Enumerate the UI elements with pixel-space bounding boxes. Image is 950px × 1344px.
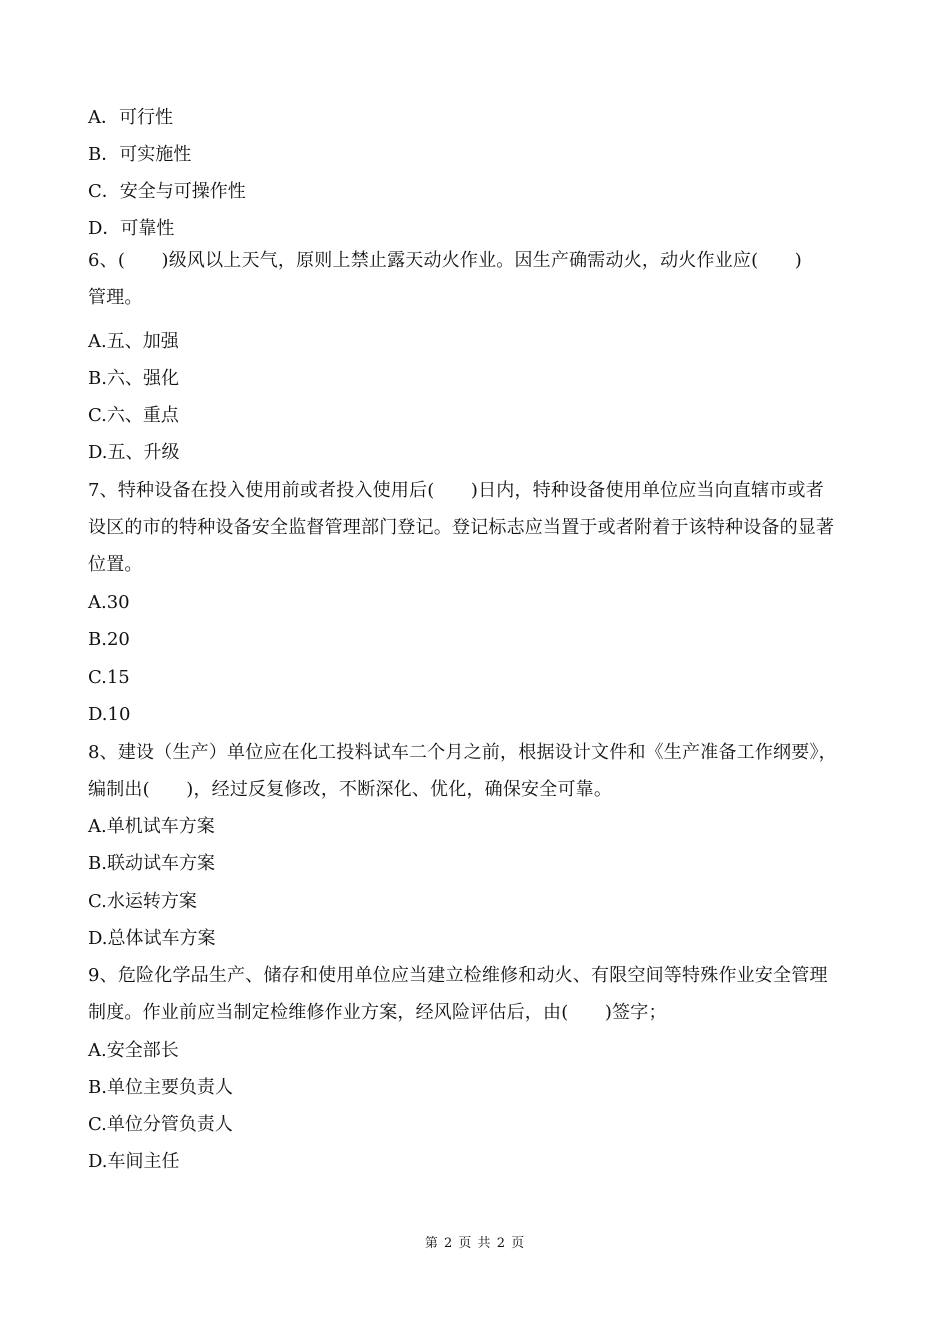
q8-option-d: D.总体试车方案 — [88, 928, 216, 949]
q6-stem-line-1: 6、( )级风以上天气，原则上禁止露天动火作业。因生产确需动火，动火作业应( ) — [88, 250, 802, 271]
q8-stem-line-2: 编制出( )，经过反复修改，不断深化、优化，确保安全可靠。 — [88, 779, 613, 800]
q9-stem-line-2: 制度。作业前应当制定检维修作业方案，经风险评估后，由( )签字； — [88, 1002, 667, 1023]
q8-option-b: B.联动试车方案 — [88, 853, 215, 874]
page-footer: 第 2 页 共 2 页 — [424, 1236, 526, 1251]
q8-option-a: A.单机试车方案 — [88, 816, 215, 837]
q5-option-a: A．可行性 — [88, 107, 173, 128]
q7-stem-line-3: 位置。 — [88, 554, 143, 575]
q6-option-a: A.五、加强 — [88, 331, 179, 352]
q9-option-c: C.单位分管负责人 — [88, 1114, 233, 1135]
q9-option-b: B.单位主要负责人 — [88, 1077, 233, 1098]
q6-stem-line-2: 管理。 — [88, 287, 143, 308]
q7-option-c: C.15 — [88, 667, 130, 688]
q8-stem-line-1: 8、建设（生产）单位应在化工投料试车二个月之前，根据设计文件和《生产准备工作纲要》， — [88, 742, 837, 763]
q5-option-c: C．安全与可操作性 — [88, 181, 246, 202]
q9-stem-line-1: 9、危险化学品生产、储存和使用单位应当建立检维修和动火、有限空间等特殊作业安全管理 — [88, 965, 828, 986]
q8-option-c: C.水运转方案 — [88, 891, 197, 912]
q5-option-d: D．可靠性 — [88, 218, 175, 239]
q5-option-b: B．可实施性 — [88, 144, 192, 165]
q7-option-b: B.20 — [88, 629, 130, 650]
q9-option-d: D.车间主任 — [88, 1151, 180, 1172]
q7-option-d: D.10 — [88, 704, 131, 725]
q9-option-a: A.安全部长 — [88, 1040, 179, 1061]
q7-stem-line-1: 7、特种设备在投入使用前或者投入使用后( )日内，特种设备使用单位应当向直辖市或者 — [88, 480, 824, 501]
q7-stem-line-2: 设区的市的特种设备安全监督管理部门登记。登记标志应当置于或者附着于该特种设备的显著 — [88, 517, 835, 538]
q7-option-a: A.30 — [88, 592, 130, 613]
q6-option-d: D.五、升级 — [88, 442, 180, 463]
q6-option-b: B.六、强化 — [88, 368, 179, 389]
q6-option-c: C.六、重点 — [88, 405, 179, 426]
